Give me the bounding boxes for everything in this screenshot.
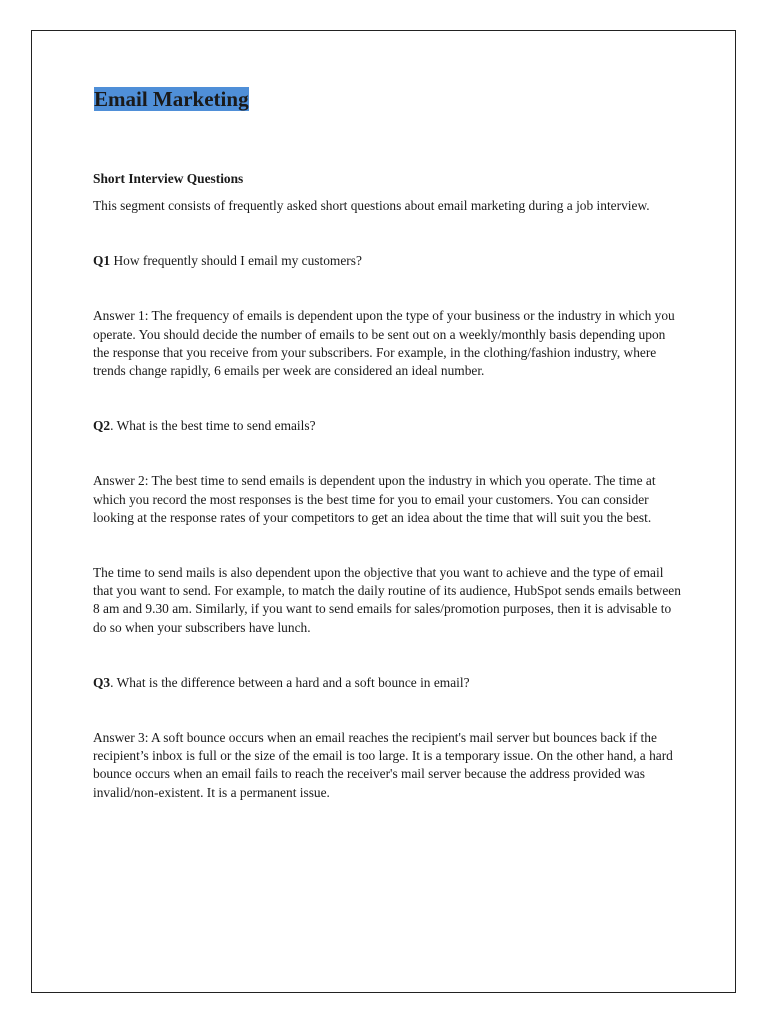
- question-number: Q1: [93, 253, 111, 269]
- document-title[interactable]: [93, 86, 250, 112]
- intro-paragraph: This segment consists of frequently asked short questions about email marketing during a job interview.: [93, 198, 650, 213]
- answer-3: Answer 3: A soft bounce occurs when an email reaches the recipient's mail server but bounces back if the recipient’s inbox is full or the size of the email is too large. It is a temporary issue. On the other hand, a hard bounce occurs when an email fails to reach the receiver's mail server because the address provided was invalid/non-existent. It is a permanent issue.: [93, 730, 673, 800]
- answer-1: Answer 1: The frequency of emails is dependent upon the type of your business or the industry in which you operate. You should decide the number of emails to be sent out on a weekly/monthly basis depending upon the response that you receive from your subscribers. For example, in the clothing/fashion industry, where trends change rapidly, 6 emails per week are considered an ideal number.: [93, 308, 675, 379]
- question-number: Q2: [93, 418, 111, 434]
- section-heading: Short Interview Questions: [93, 171, 244, 186]
- question-1: [93, 252, 683, 270]
- question-text: . What is the difference between a hard and a soft bounce in email?: [110, 674, 470, 690]
- answer-2-continued: The time to send mails is also dependent upon the objective that you want to achieve and the type of email that you want to send. For example, to match the daily routine of its audience, HubSpot sends emails between 8 am and 9.30 am. Similarly, if you want to send emails for sales/promotion purposes, then it is advisable to do so when your subscribers have lunch.: [93, 565, 681, 635]
- answer-2: Answer 2: The best time to send emails is dependent upon the industry in which you operate. The time at which you record the most responses is the best time for you to email your customers. You can consider looking at the response rates of your competitors to get an idea about the time that will suit you the best.: [93, 473, 656, 525]
- document-body: [93, 86, 683, 802]
- question-text: How frequently should I email my customers?: [110, 253, 362, 269]
- question-2: [93, 417, 683, 435]
- question-3: [93, 674, 683, 692]
- question-number: Q3: [93, 674, 111, 690]
- title-selection-highlight: Email Marketing: [94, 87, 249, 111]
- question-text: . What is the best time to send emails?: [110, 418, 316, 434]
